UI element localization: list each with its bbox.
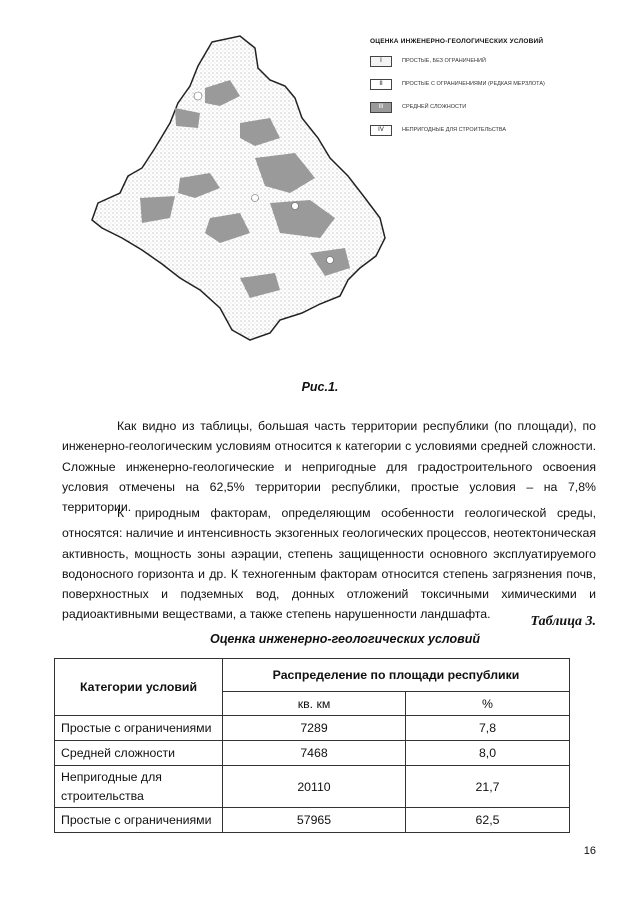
legend-swatch: II (370, 79, 392, 90)
cell-category: Простые с ограничениями (55, 808, 223, 833)
cell-percent: 21,7 (406, 766, 570, 808)
cell-category: Средней сложности (55, 741, 223, 766)
legend-swatch: IV (370, 125, 392, 136)
cell-percent: 8,0 (406, 741, 570, 766)
page-number: 16 (583, 845, 596, 857)
body-paragraph: К природным факторам, определяющим особенности геологической среды, относятся: наличие и интенсивность экзогенных геологических процессов, неотектоническая активность, мощность зоны аэрации, степень защищенности основного эксплуатируемого водоносного горизонта и др. К техногенным факторам относится степень загрязнения почв, поверхностных и подземных вод, донных отложений токсичными химическими и радиоактивными веществами, а также степень нарушенности ландшафта. (62, 506, 596, 622)
table-row (55, 808, 570, 833)
header-percent: % (406, 692, 570, 716)
legend-label: СРЕДНЕЙ СЛОЖНОСТИ (402, 104, 467, 110)
legend-item (370, 123, 590, 137)
cell-category: Простые с ограничениями (55, 716, 223, 741)
legend-label: НЕПРИГОДНЫЕ ДЛЯ СТРОИТЕЛЬСТВА (402, 127, 506, 133)
legend-swatch: I (370, 56, 392, 67)
territory-outline (92, 36, 385, 340)
cell-km: 7289 (223, 716, 406, 741)
table-row (55, 716, 570, 741)
cell-km: 57965 (223, 808, 406, 833)
table-title: Оценка инженерно-геологических условий (210, 632, 480, 646)
header-distribution: Распределение по площади республики (223, 659, 570, 692)
cell-percent: 62,5 (406, 808, 570, 833)
table-row (55, 741, 570, 766)
legend-title: ОЦЕНКА ИНЖЕНЕРНО-ГЕОЛОГИЧЕСКИХ УСЛОВИЙ (370, 38, 544, 45)
cell-km: 7468 (223, 741, 406, 766)
cell-percent: 7,8 (406, 716, 570, 741)
cell-km: 20110 (223, 766, 406, 808)
cell-category: Непригодные для строительства (55, 766, 223, 808)
figure-caption: Рис.1. (301, 380, 339, 394)
conditions-table (54, 658, 570, 833)
legend-label: ПРОСТЫЕ, БЕЗ ОГРАНИЧЕНИЙ (402, 58, 486, 64)
table-row (55, 766, 570, 808)
header-km: кв. км (223, 692, 406, 716)
legend-label: ПРОСТЫЕ С ОГРАНИЧЕНИЯМИ (РЕДКАЯ МЕРЗЛОТА) (402, 81, 545, 87)
header-category: Категории условий (55, 659, 223, 716)
legend-swatch: III (370, 102, 392, 113)
body-paragraph: Как видно из таблицы, большая часть территории республики (по площади), по инженерно-геологическим условиям относится к категории с условиями средней сложности. Сложные инженерно-геологические и непригодные для градостроительного освоения условия отмечены на 62,5% территории республики, простые условия – на 7,8% территории. (62, 419, 596, 515)
table-number: Таблица 3. (530, 614, 596, 629)
legend-item (370, 77, 590, 91)
legend-item (370, 100, 590, 114)
legend-item (370, 54, 590, 68)
map-legend (370, 38, 590, 137)
